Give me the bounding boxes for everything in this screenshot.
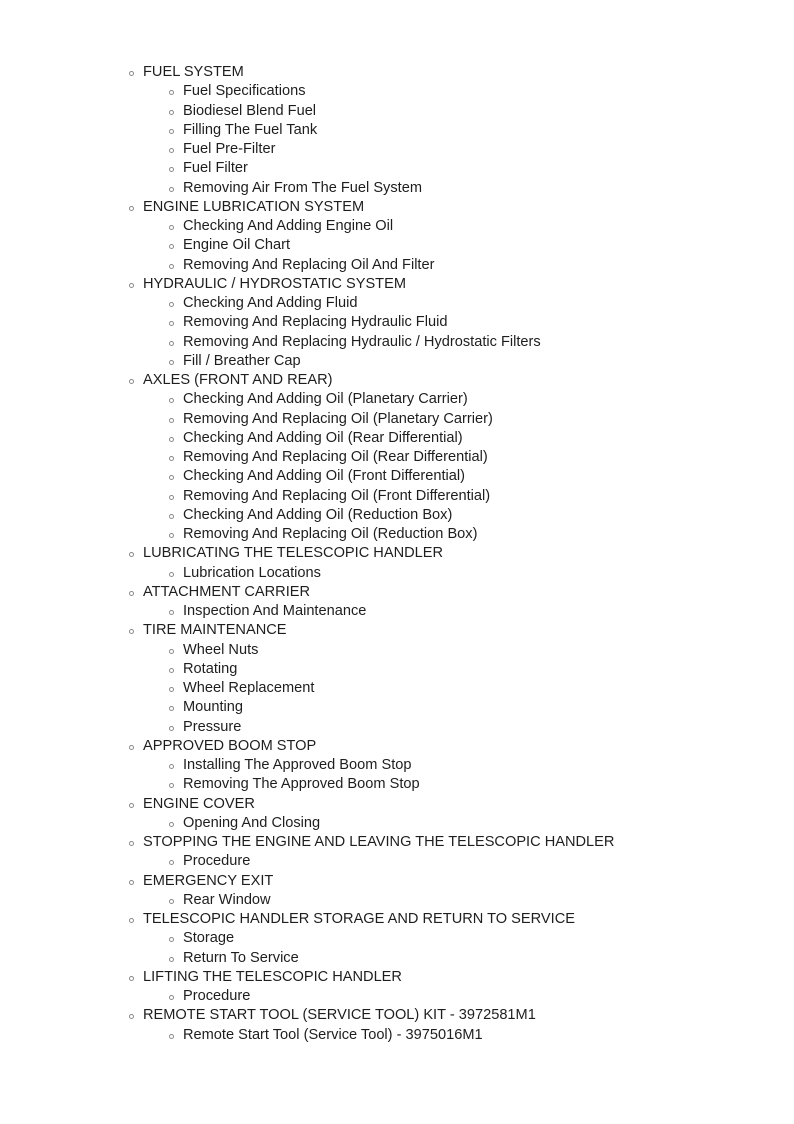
list-item (0, 410, 794, 429)
section-items (0, 1026, 794, 1045)
section-items (0, 641, 794, 737)
list-item-text: Procedure (183, 988, 251, 1004)
toc-section (0, 275, 794, 371)
list-item-text: Checking And Adding Fluid (183, 295, 358, 311)
list-item (0, 852, 794, 871)
section-items (0, 756, 794, 795)
list-item-text: Checking And Adding Oil (Rear Differential) (183, 429, 463, 446)
bullet-icon (129, 918, 134, 923)
toc-section (0, 544, 794, 583)
list-item (0, 390, 794, 409)
list-item (0, 891, 794, 910)
bullet-icon (169, 456, 174, 461)
bullet-icon (129, 629, 134, 634)
list-item-text: Lubrication Locations (183, 564, 321, 581)
list-item-text: Opening And Closing (183, 814, 321, 831)
list-item-text: Fill / Breather Cap (183, 352, 301, 369)
list-item-text: Wheel Nuts (183, 641, 259, 658)
list-item (0, 256, 794, 275)
list-item-text: Checking And Adding Oil (Front Differential) (183, 468, 466, 485)
section-title-text: LIFTING THE TELESCOPIC HANDLER (143, 968, 402, 985)
section-items (0, 217, 794, 275)
list-item (0, 313, 794, 332)
table-of-contents (0, 63, 794, 1045)
list-item (0, 775, 794, 794)
section-title (0, 737, 794, 756)
list-item (0, 525, 794, 544)
list-item (0, 333, 794, 352)
list-item (0, 718, 794, 737)
bullet-icon (129, 1014, 134, 1019)
list-item (0, 949, 794, 968)
section-title-text: ENGINE COVER (143, 795, 255, 812)
section-title-text: TIRE MAINTENANCE (143, 622, 287, 639)
list-item (0, 121, 794, 140)
section-title-text: TELESCOPIC HANDLER STORAGE AND RETURN TO SERVICE (143, 911, 575, 927)
toc-section (0, 968, 794, 1007)
toc-section (0, 910, 794, 968)
bullet-icon (169, 937, 174, 942)
bullet-icon (169, 167, 174, 172)
bullet-icon (129, 745, 134, 750)
section-items (0, 987, 794, 1006)
list-item-text: Removing And Replacing Oil And Filter (183, 256, 435, 273)
toc-section (0, 198, 794, 275)
bullet-icon (169, 610, 174, 615)
bullet-icon (169, 1034, 174, 1039)
list-item-text: Removing And Replacing Oil (Rear Differential) (183, 449, 488, 465)
list-item (0, 179, 794, 198)
section-items (0, 390, 794, 544)
bullet-icon (169, 187, 174, 192)
toc-section (0, 737, 794, 795)
list-item-text: Engine Oil Chart (183, 237, 291, 254)
list-item-text: Rotating (183, 660, 238, 677)
bullet-icon (169, 860, 174, 865)
bullet-icon (169, 437, 174, 442)
list-item-text: Removing And Replacing Oil (Front Differential) (183, 487, 491, 504)
list-item-text: Removing And Replacing Hydraulic Fluid (183, 314, 448, 331)
list-item (0, 236, 794, 255)
bullet-icon (169, 533, 174, 538)
list-item-text: Pressure (183, 718, 242, 735)
list-item-text: Procedure (183, 853, 251, 870)
section-items (0, 564, 794, 583)
bullet-icon (129, 803, 134, 808)
section-items (0, 294, 794, 371)
bullet-icon (129, 552, 134, 557)
list-item (0, 217, 794, 236)
bullet-icon (129, 379, 134, 384)
section-title-text: APPROVED BOOM STOP (143, 737, 317, 754)
section-title-text: REMOTE START TOOL (SERVICE TOOL) KIT - 3972581M1 (143, 1007, 536, 1024)
bullet-icon (169, 822, 174, 827)
list-item-text: Filling The Fuel Tank (183, 121, 318, 138)
section-title (0, 910, 794, 929)
list-item-text: Wheel Replacement (183, 680, 315, 696)
list-item (0, 756, 794, 775)
list-item (0, 1026, 794, 1045)
toc-section (0, 795, 794, 834)
bullet-icon (129, 841, 134, 846)
bullet-icon (169, 668, 174, 673)
section-items (0, 852, 794, 871)
toc-section (0, 63, 794, 198)
bullet-icon (169, 90, 174, 95)
list-item-text: Fuel Pre-Filter (183, 141, 276, 157)
list-item-text: Fuel Specifications (183, 83, 306, 100)
section-items (0, 929, 794, 968)
section-title (0, 198, 794, 217)
toc-section (0, 583, 794, 622)
toc-section (0, 833, 794, 872)
bullet-icon (169, 321, 174, 326)
bullet-icon (169, 687, 174, 692)
list-item (0, 429, 794, 448)
section-title-text: AXLES (FRONT AND REAR) (143, 372, 333, 388)
bullet-icon (169, 418, 174, 423)
list-item (0, 82, 794, 101)
bullet-icon (129, 591, 134, 596)
bullet-icon (169, 572, 174, 577)
list-item (0, 102, 794, 121)
bullet-icon (169, 649, 174, 654)
bullet-icon (169, 148, 174, 153)
list-item (0, 448, 794, 467)
bullet-icon (169, 995, 174, 1000)
list-item (0, 602, 794, 621)
list-item-text: Removing And Replacing Hydraulic / Hydrostatic Filters (183, 333, 541, 350)
list-item (0, 506, 794, 525)
section-title (0, 833, 794, 852)
list-item (0, 487, 794, 506)
section-title (0, 583, 794, 602)
bullet-icon (169, 244, 174, 249)
bullet-icon (129, 283, 134, 288)
bullet-icon (169, 110, 174, 115)
bullet-icon (169, 726, 174, 731)
list-item-text: Biodiesel Blend Fuel (183, 102, 317, 119)
section-title-text: EMERGENCY EXIT (143, 872, 274, 889)
section-items (0, 82, 794, 198)
list-item-text: Checking And Adding Oil (Reduction Box) (183, 506, 453, 523)
bullet-icon (129, 206, 134, 211)
toc-section (0, 371, 794, 544)
bullet-icon (169, 514, 174, 519)
list-item-text: Return To Service (183, 949, 299, 966)
section-items (0, 891, 794, 910)
list-item-text: Checking And Adding Engine Oil (183, 218, 394, 234)
toc-section (0, 621, 794, 737)
list-item-text: Removing Air From The Fuel System (183, 179, 422, 196)
list-item-text: Mounting (183, 699, 244, 716)
bullet-icon (129, 976, 134, 981)
list-item (0, 564, 794, 583)
bullet-icon (169, 129, 174, 134)
bullet-icon (169, 225, 174, 230)
section-title-text: FUEL SYSTEM (143, 64, 244, 80)
list-item (0, 929, 794, 948)
bullet-icon (169, 398, 174, 403)
toc-section (0, 1006, 794, 1045)
list-item (0, 467, 794, 486)
section-title (0, 968, 794, 987)
bullet-icon (169, 264, 174, 269)
list-item-text: Installing The Approved Boom Stop (183, 757, 412, 773)
list-item (0, 159, 794, 178)
bullet-icon (129, 880, 134, 885)
section-title (0, 544, 794, 563)
list-item (0, 641, 794, 660)
bullet-icon (169, 475, 174, 480)
list-item-text: Checking And Adding Oil (Planetary Carrier) (183, 391, 468, 408)
bullet-icon (169, 764, 174, 769)
bullet-icon (169, 495, 174, 500)
section-title (0, 621, 794, 640)
bullet-icon (169, 360, 174, 365)
bullet-icon (169, 783, 174, 788)
list-item (0, 294, 794, 313)
list-item-text: Fuel Filter (183, 160, 248, 177)
section-title (0, 1006, 794, 1025)
bullet-icon (169, 706, 174, 711)
section-items (0, 602, 794, 621)
section-title-text: HYDRAULIC / HYDROSTATIC SYSTEM (143, 275, 406, 292)
section-title (0, 795, 794, 814)
section-title (0, 275, 794, 294)
section-title-text: STOPPING THE ENGINE AND LEAVING THE TELESCOPIC HANDLER (143, 834, 615, 850)
toc-section (0, 872, 794, 911)
list-item (0, 140, 794, 159)
list-item (0, 987, 794, 1006)
list-item-text: Removing And Replacing Oil (Reduction Box) (183, 526, 478, 542)
bullet-icon (169, 341, 174, 346)
section-items (0, 814, 794, 833)
list-item-text: Storage (183, 930, 235, 947)
section-title-text: LUBRICATING THE TELESCOPIC HANDLER (143, 545, 444, 562)
list-item (0, 698, 794, 717)
list-item-text: Removing The Approved Boom Stop (183, 776, 420, 793)
list-item-text: Inspection And Maintenance (183, 603, 367, 619)
list-item (0, 679, 794, 698)
list-item (0, 352, 794, 371)
list-item (0, 814, 794, 833)
bullet-icon (169, 302, 174, 307)
section-title (0, 63, 794, 82)
list-item (0, 660, 794, 679)
bullet-icon (129, 71, 134, 76)
bullet-icon (169, 899, 174, 904)
bullet-icon (169, 957, 174, 962)
section-title-text: ATTACHMENT CARRIER (143, 583, 311, 600)
section-title-text: ENGINE LUBRICATION SYSTEM (143, 198, 365, 215)
list-item-text: Rear Window (183, 891, 271, 908)
list-item-text: Remote Start Tool (Service Tool) - 3975016M1 (183, 1026, 483, 1043)
section-title (0, 872, 794, 891)
list-item-text: Removing And Replacing Oil (Planetary Carrier) (183, 410, 493, 427)
section-title (0, 371, 794, 390)
